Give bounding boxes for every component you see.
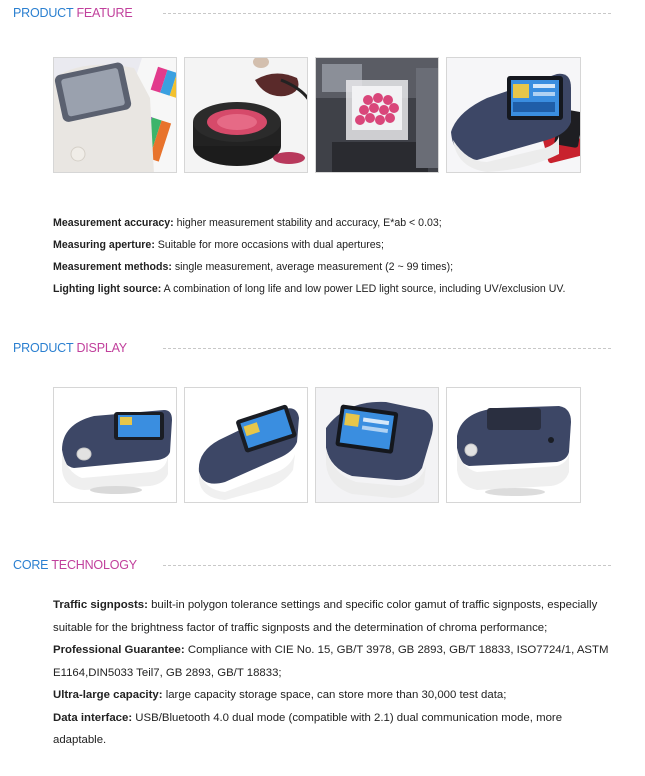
feature-item: Measuring aperture: Suitable for more occasions with dual apertures; [53, 239, 384, 251]
pellet-sample-box-photo [315, 57, 439, 173]
feature-item: Measurement accuracy: higher measurement stability and accuracy, E*ab < 0.03; [53, 217, 442, 229]
color-card-measurement-photo [53, 57, 177, 173]
section-header-display [13, 341, 608, 361]
device-side-view-photo [446, 387, 581, 503]
core-item: Ultra-large capacity: large capacity storage space, can store more than 30,000 test data; [53, 689, 507, 701]
spectrophotometer-screen-photo [446, 57, 581, 173]
section-header-core [13, 558, 608, 578]
section-divider [163, 565, 611, 566]
device-angled-view-photo [184, 387, 308, 503]
feature-item: Measurement methods: single measurement, average measurement (2 ~ 99 times); [53, 261, 454, 273]
core-technology-list [53, 594, 613, 752]
section-header-feature [13, 6, 608, 26]
core-item: Data interface: USB/Bluetooth 4.0 dual mode (compatible with 2.1) dual communication mode, more adaptable. [53, 711, 563, 746]
core-item: Traffic signposts: built-in polygon tolerance settings and specific color gamut of traffic signposts, especially suitable for the brightness factor of traffic signposts and the determination of chroma performance; [53, 599, 598, 634]
display-image-row [53, 387, 581, 504]
feature-list [53, 212, 613, 300]
section-divider [163, 348, 611, 349]
powder-sample-cup-photo [184, 57, 308, 173]
section-title-core: CORE TECHNOLOGY [13, 558, 137, 572]
device-screen-view-photo [315, 387, 439, 503]
section-divider [163, 13, 611, 14]
core-item: Professional Guarantee: Compliance with CIE No. 15, GB/T 3978, GB 2893, GB/T 18833, ISO7724/1, ASTM E1164,DIN5033 Teil7, GB 2893, GB/T 18833; [53, 644, 609, 679]
feature-item: Lighting light source: A combination of long life and low power LED light source, including UV/exclusion UV. [53, 283, 566, 295]
device-front-view-photo [53, 387, 177, 503]
section-title-feature: PRODUCT FEATURE [13, 6, 133, 20]
section-title-display: PRODUCT DISPLAY [13, 341, 127, 355]
feature-image-row [53, 57, 581, 174]
